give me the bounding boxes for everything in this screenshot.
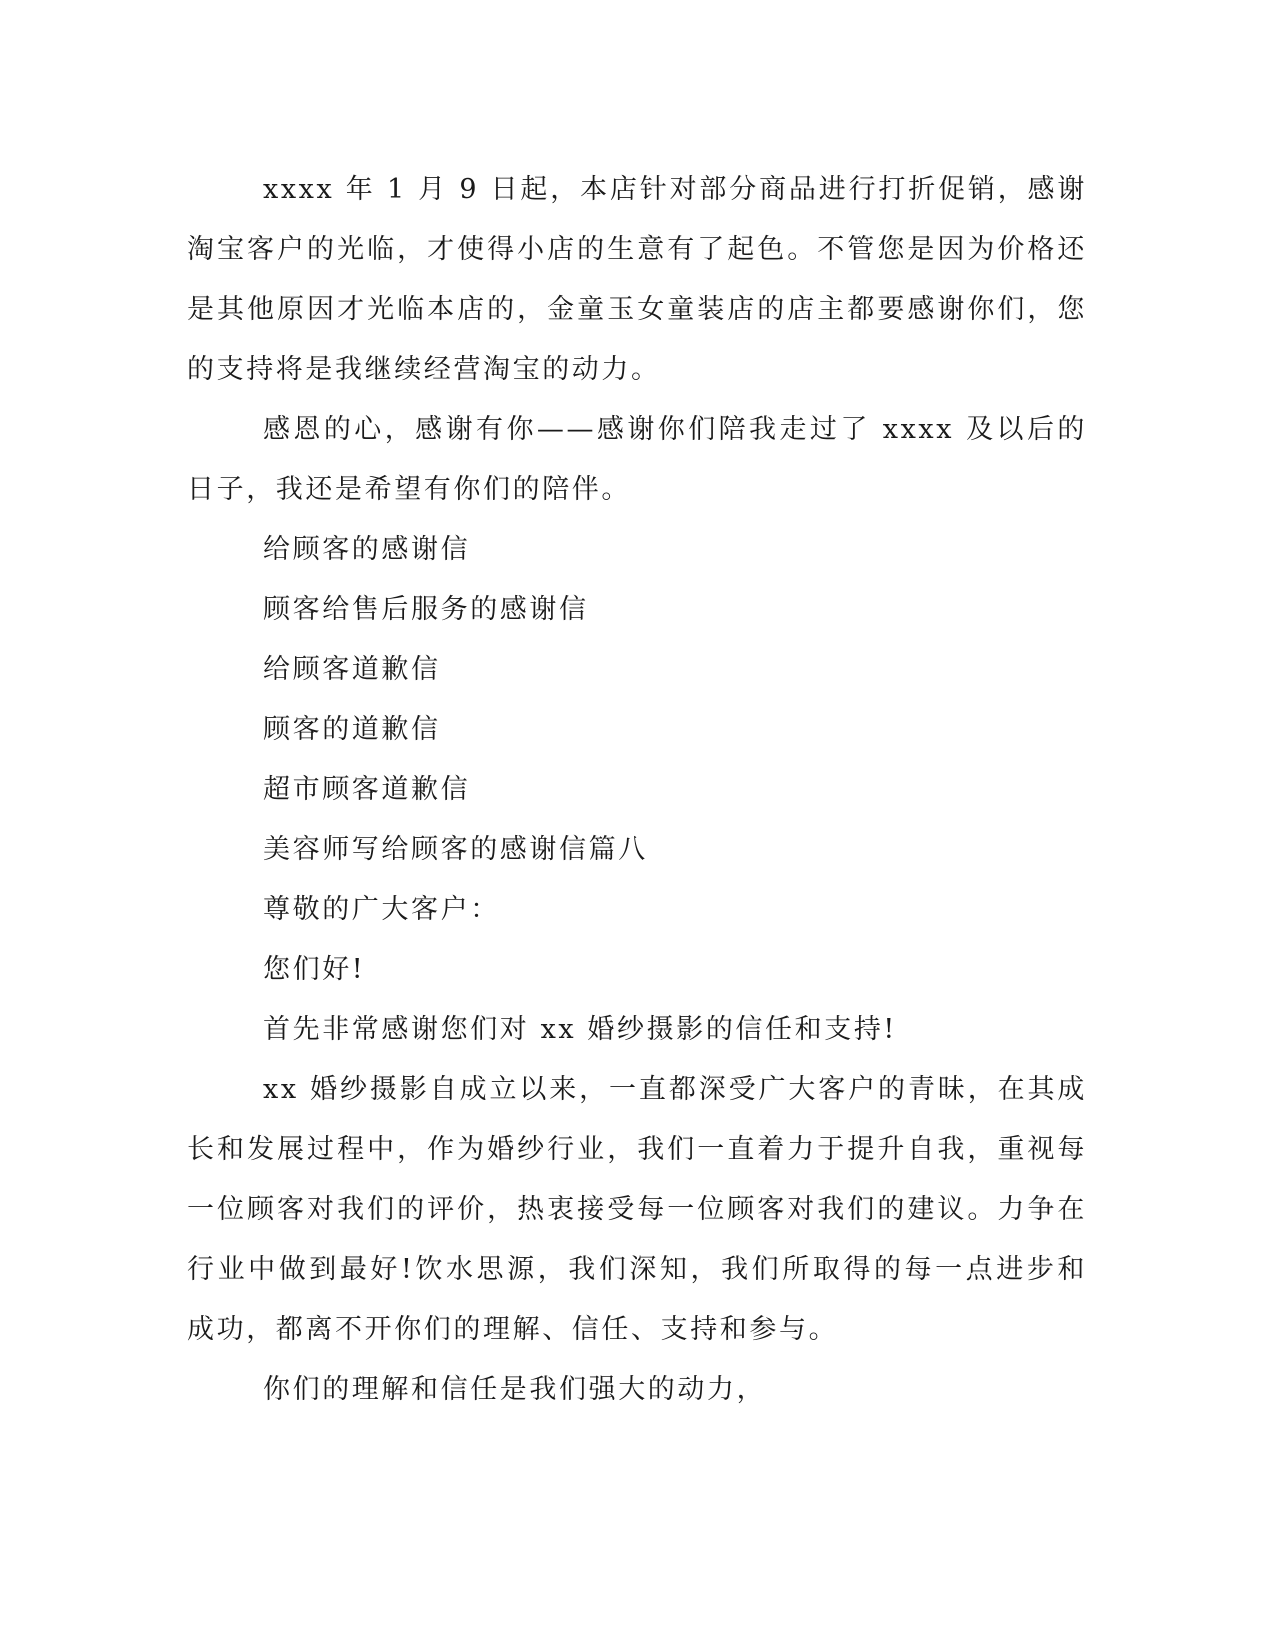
letter-opening-line: 首先非常感谢您们对 xx 婚纱摄影的信任和支持!: [263, 1014, 897, 1045]
letter-greeting: 您们好!: [263, 954, 366, 985]
letter-salutation: 尊敬的广大客户：: [263, 894, 500, 925]
paragraph-trust-motivation: 你们的理解和信任是我们强大的动力，: [263, 1374, 767, 1405]
section-heading-beautician-letter: 美容师写给顾客的感谢信篇八: [263, 834, 648, 865]
paragraph-promotion: xxxx 年 1 月 9 日起，本店针对部分商品进行打折促销，感谢淘宝客户的光临，才使得小店的生意有了起色。不管您是因为价格还是其他原因才光临本店的，金童玉女童装店的店主都要感谢你们，您的支持将是我继续经营淘宝的动力。: [187, 174, 1087, 385]
related-title-thank-customer: 给顾客的感谢信: [263, 534, 471, 565]
related-title-customer-apology: 顾客的道歉信: [263, 714, 441, 745]
document-body: [187, 160, 1087, 1420]
related-title-after-sales-thanks: 顾客给售后服务的感谢信: [263, 594, 589, 625]
related-title-apology-to-customer: 给顾客道歉信: [263, 654, 441, 685]
paragraph-studio-history: xx 婚纱摄影自成立以来，一直都深受广大客户的青昧，在其成长和发展过程中，作为婚纱行业，我们一直着力于提升自我，重视每一位顾客对我们的评价，热衷接受每一位顾客对我们的建议。力争在行业中做到最好!饮水思源，我们深知，我们所取得的每一点进步和成功，都离不开你们的理解、信任、支持和参与。: [187, 1074, 1087, 1345]
related-title-supermarket-apology: 超市顾客道歉信: [263, 774, 471, 805]
paragraph-grateful-heart: 感恩的心，感谢有你——感谢你们陪我走过了 xxxx 及以后的日子，我还是希望有你们的陪伴。: [187, 414, 1087, 505]
